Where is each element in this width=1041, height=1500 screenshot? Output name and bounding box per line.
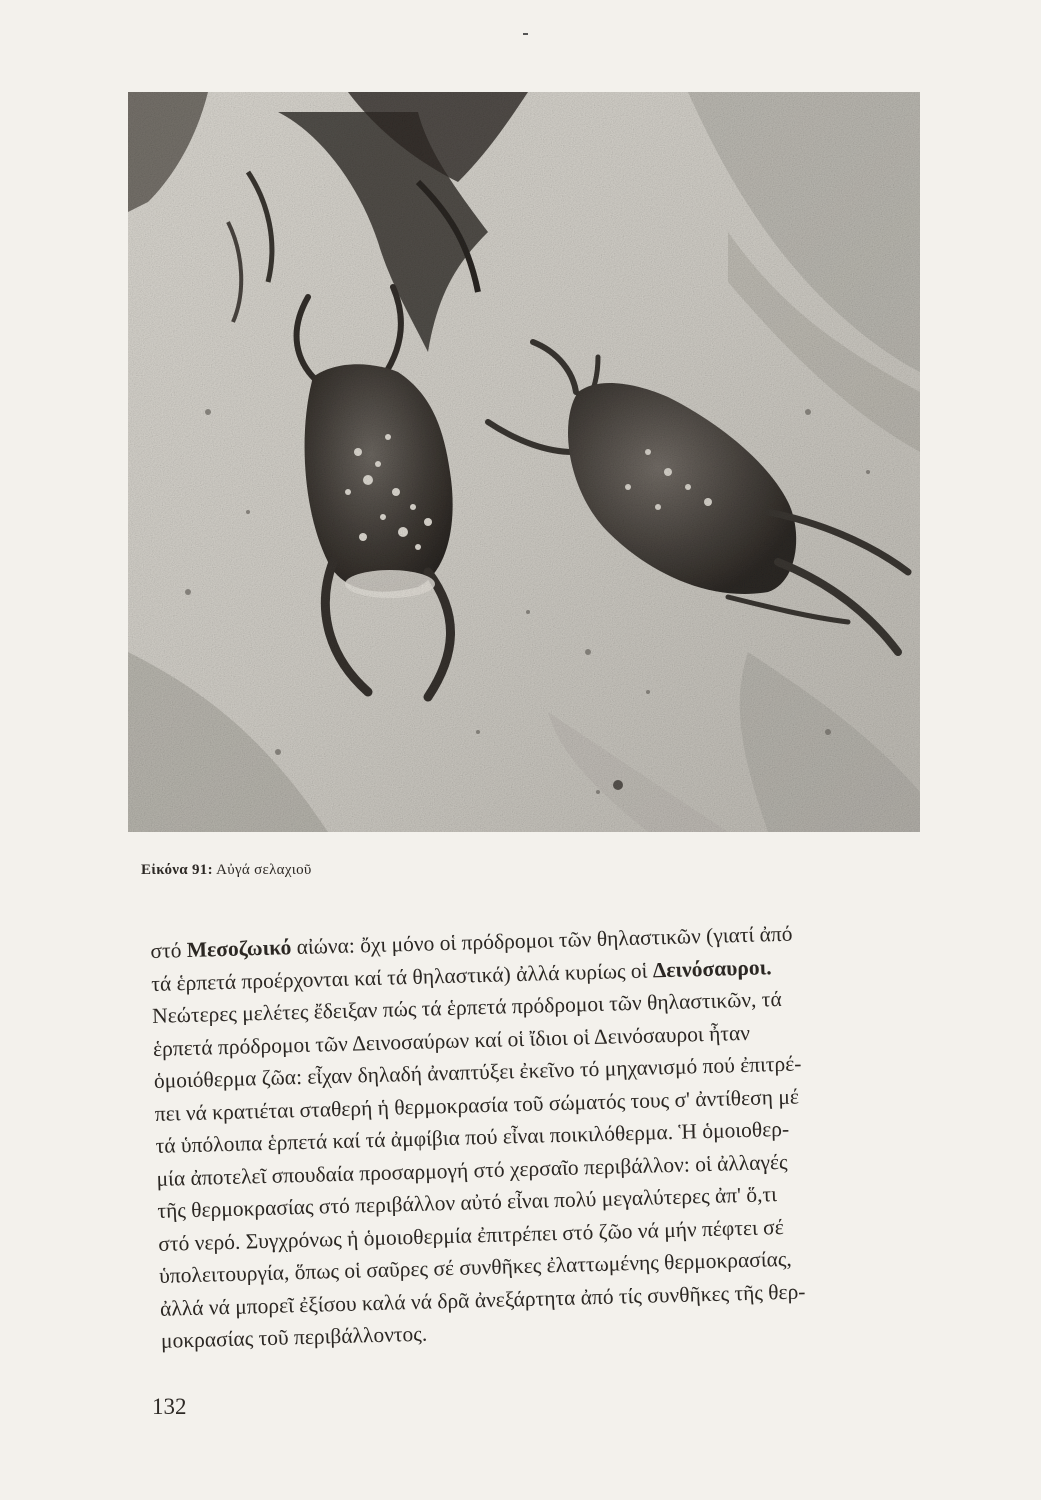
bold-term: Μεσοζωικό — [186, 935, 292, 963]
figure-caption — [141, 862, 312, 879]
text-run: αἰώνα: ὄχι μόνο οἱ πρόδρομοι τῶν θηλαστικῶν (γιατί ἀπό — [290, 921, 793, 960]
text-run: τῆς θερμοκρασίας στό περιβάλλον αὐτό εἶναι πολύ μεγαλύτερες ἀπ' ὅ,τι — [157, 1182, 778, 1223]
shark-eggs-photo — [128, 92, 920, 832]
figure-caption-text: Αὐγά σελαχιοῦ — [216, 862, 312, 878]
text-run: τά ἑρπετά προέρχονται καί τά θηλαστικά) ἀλλά κυρίως οἱ — [150, 957, 654, 996]
text-run: στό — [150, 938, 188, 963]
text-run: τά ὑπόλοιπα ἑρπετά καί τά ἀμφίβια πού εἶναι ποικιλόθερμα. Ἡ ὁμοιοθερ- — [155, 1116, 790, 1158]
page-number: 132 — [152, 1394, 187, 1419]
figure-photo — [128, 92, 920, 832]
text-run: ἑρπετά πρόδρομοι τῶν Δεινοσαύρων καί οἱ ἴδιοι οἱ Δεινόσαυροι ἦταν — [152, 1020, 751, 1061]
text-run: μοκρασίας τοῦ περιβάλλοντος. — [160, 1321, 428, 1353]
text-run: ἀλλά νά μπορεῖ ἐξίσου καλά νά δρᾶ ἀνεξάρτητα ἀπό τίς συνθῆκες τῆς θερ- — [159, 1278, 806, 1321]
text-run: ὁμοιόθερμα ζῶα: εἶχαν δηλαδή ἀναπτύξει ἐκεῖνο τό μηχανισμό πού ἐπιτρέ- — [153, 1051, 802, 1093]
text-run: ὑπολειτουργία, ὅπως οἱ σαῦρες σέ συνθῆκες ἐλαττωμένης θερμοκρασίας, — [158, 1246, 793, 1288]
figure-label: Εἰκόνα 91: — [141, 862, 213, 878]
text-run: πει νά κρατιέται σταθερή ἡ θερμοκρασία τοῦ σώματός τους σ' ἀντίθεση μέ — [154, 1084, 800, 1126]
text-run: μία ἀποτελεῖ σπουδαία προσαρμογή στό χερσαῖο περιβάλλον: οἱ ἀλλαγές — [156, 1149, 788, 1191]
body-paragraph — [150, 913, 973, 1357]
scan-mark — [523, 33, 528, 35]
bold-term: Δεινόσαυροι. — [652, 954, 772, 982]
text-run: στό νερό. Συγχρόνως ἡ ὁμοιοθερμία ἐπιτρέπει στό ζῶο νά μήν πέφτει σέ — [158, 1214, 785, 1256]
text-run: Νεώτερες μελέτες ἔδειξαν πώς τά ἑρπετά πρόδρομοι τῶν θηλαστικῶν, τά — [151, 986, 782, 1028]
